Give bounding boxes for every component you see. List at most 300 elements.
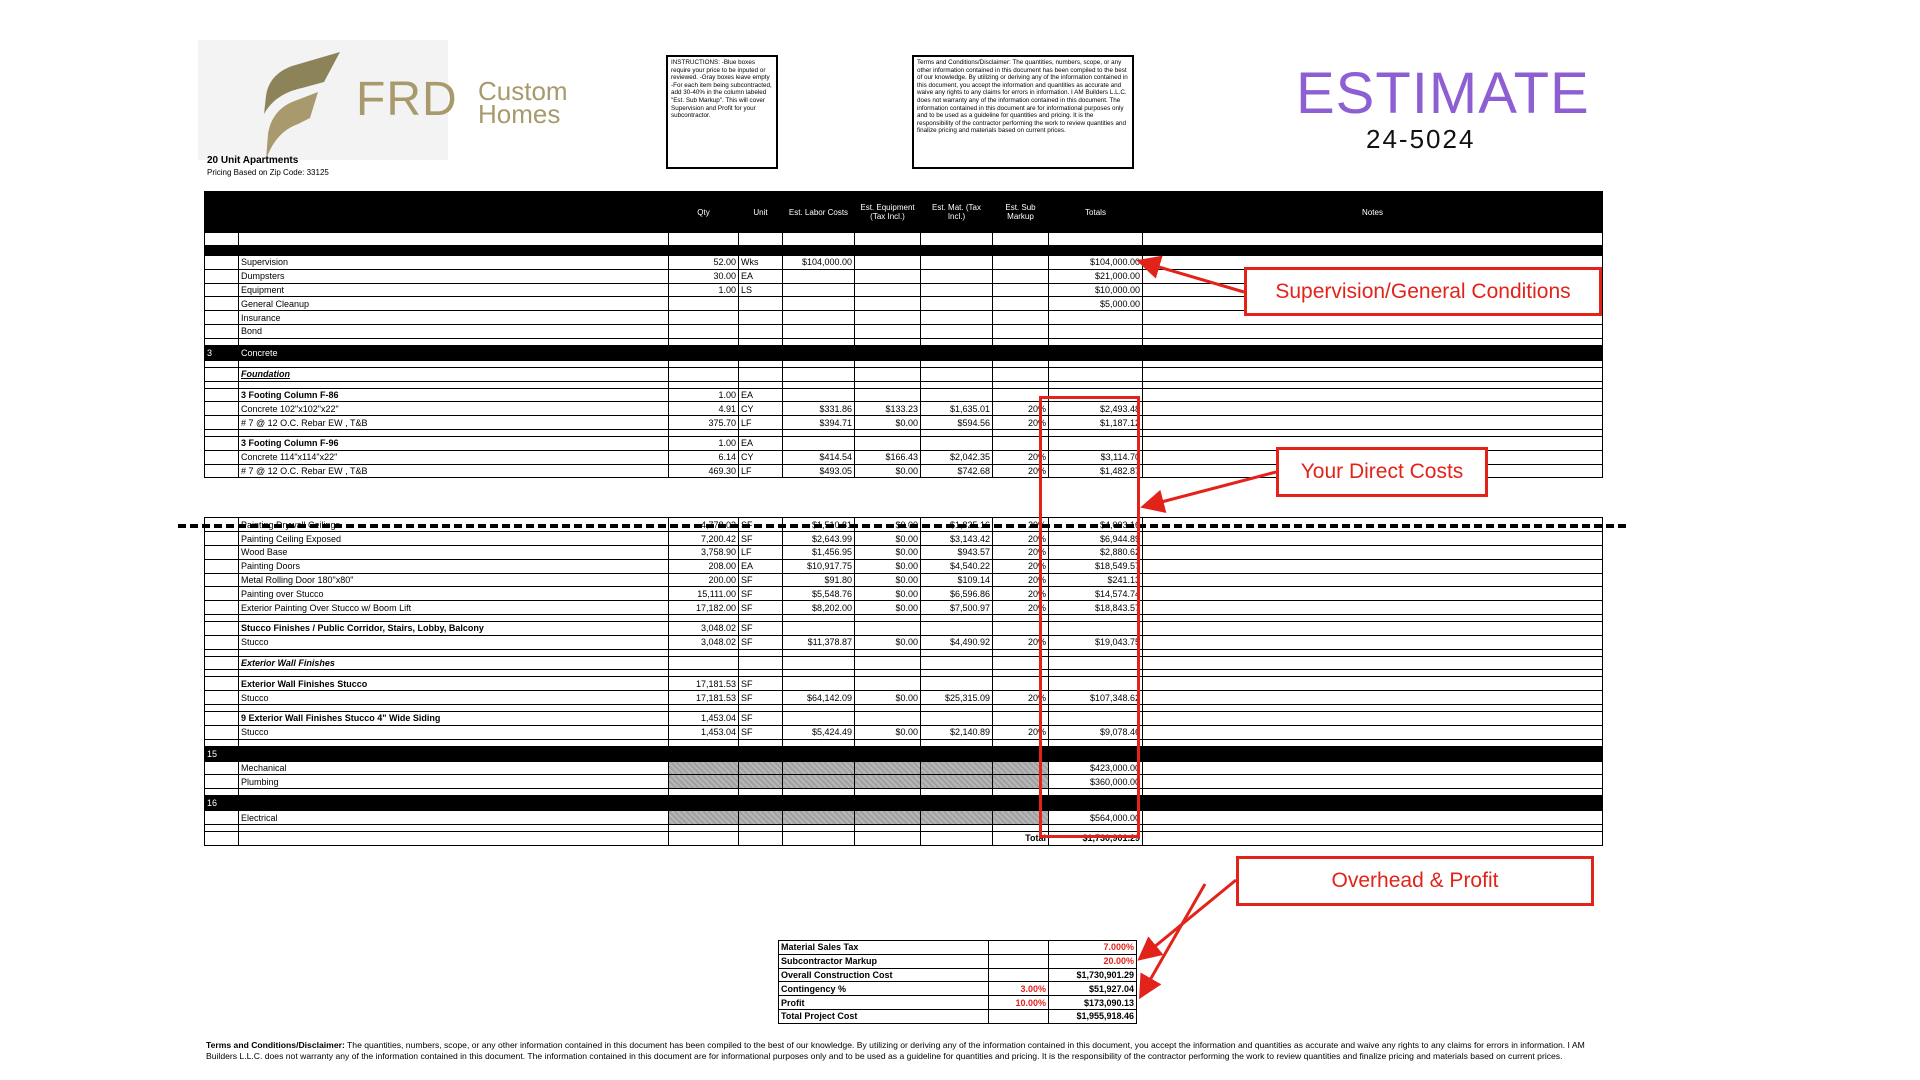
- row-notes: [1143, 635, 1603, 649]
- row-index-cell: [205, 545, 239, 559]
- row-material: $1,635.01: [921, 402, 993, 416]
- row-labor: $10,917.75: [783, 559, 855, 573]
- row-material: $1,825.16: [921, 518, 993, 532]
- subsection-exterior: Exterior Wall Finishes: [205, 656, 1603, 670]
- row-total: $19,043.75: [1049, 635, 1143, 649]
- row-equipment: [855, 283, 921, 297]
- row-material: $4,540.22: [921, 559, 993, 573]
- row-unit: SF: [739, 518, 783, 532]
- row-index-cell: [205, 691, 239, 705]
- group-title: Exterior Wall Finishes Stucco: [239, 677, 669, 691]
- row-unit: SF: [739, 601, 783, 615]
- row-notes: [1143, 545, 1603, 559]
- row-description: Painting Ceiling Exposed: [239, 532, 669, 546]
- logo-custom-text: Custom: [478, 76, 568, 106]
- row-qty: 200.00: [669, 573, 739, 587]
- row-equipment: [855, 311, 921, 325]
- col-totals: Totals: [1049, 192, 1143, 233]
- row-description: # 7 @ 12 O.C. Rebar EW , T&B: [239, 416, 669, 430]
- group-unit: SF: [739, 621, 783, 635]
- row-notes: [1143, 573, 1603, 587]
- group-unit: EA: [739, 436, 783, 450]
- row-index-cell: [205, 256, 239, 270]
- row-unit: [739, 324, 783, 338]
- row-total: $5,000.00: [1049, 297, 1143, 311]
- row-qty: 1.00: [669, 283, 739, 297]
- group-qty: 17,181.53: [669, 677, 739, 691]
- row-total: $10,000.00: [1049, 283, 1143, 297]
- row-qty: 4.91: [669, 402, 739, 416]
- summary-row: [779, 996, 1137, 1010]
- row-total: $3,114.70: [1049, 450, 1143, 464]
- empty-cell: [1143, 621, 1603, 635]
- row-total: [1049, 311, 1143, 325]
- row-material: $943.57: [921, 545, 993, 559]
- row-unit: [739, 311, 783, 325]
- section-row-concrete: 3 Concrete: [205, 345, 1603, 360]
- row-unit: CY: [739, 402, 783, 416]
- row-index-cell: [205, 311, 239, 325]
- empty-cell: [1143, 388, 1603, 402]
- row-markup: [993, 297, 1049, 311]
- row-qty: 3,758.90: [669, 545, 739, 559]
- row-markup: 20%: [993, 464, 1049, 478]
- col-markup: Est. Sub Markup: [993, 192, 1049, 233]
- row-markup: [993, 269, 1049, 283]
- empty-cell: [783, 677, 855, 691]
- row-total: $18,549.57: [1049, 559, 1143, 573]
- row-qty: 208.00: [669, 559, 739, 573]
- row-material: $25,315.09: [921, 691, 993, 705]
- row-labor: $64,142.09: [783, 691, 855, 705]
- row-qty: 17,181.53: [669, 691, 739, 705]
- row-unit: SF: [739, 691, 783, 705]
- row-qty: 7,200.42: [669, 532, 739, 546]
- row-markup: [993, 324, 1049, 338]
- row-material: $742.68: [921, 464, 993, 478]
- row-index-cell: [205, 388, 239, 402]
- row-qty: 15,111.00: [669, 587, 739, 601]
- project-name: 20 Unit Apartments: [207, 155, 299, 166]
- estimate-number: 24-5024: [1366, 124, 1476, 154]
- row-markup: 20%: [993, 518, 1049, 532]
- row-description: Exterior Painting Over Stucco w/ Boom Lift: [239, 601, 669, 615]
- empty-cell: [855, 621, 921, 635]
- summary-value: $173,090.13: [1049, 996, 1137, 1010]
- row-labor: $394.71: [783, 416, 855, 430]
- row-unit: SF: [739, 635, 783, 649]
- row-index-cell: [205, 436, 239, 450]
- group-qty: 1,453.04: [669, 711, 739, 725]
- col-notes: Notes: [1143, 192, 1603, 233]
- row-notes: [1143, 532, 1603, 546]
- row-total: $18,843.57: [1049, 601, 1143, 615]
- row-markup: 20%: [993, 450, 1049, 464]
- row-index-cell: [205, 324, 239, 338]
- row-qty: 30.00: [669, 269, 739, 283]
- row-unit: SF: [739, 587, 783, 601]
- group-title: 9 Exterior Wall Finishes Stucco 4" Wide Siding: [239, 711, 669, 725]
- summary-row: [779, 954, 1137, 968]
- row-total: $241.13: [1049, 573, 1143, 587]
- row-unit: LS: [739, 283, 783, 297]
- row-index-cell: [205, 269, 239, 283]
- row-notes: [1143, 725, 1603, 739]
- row-labor: $1,510.81: [783, 518, 855, 532]
- row-equipment: $0.00: [855, 559, 921, 573]
- row-description: # 7 @ 12 O.C. Rebar EW , T&B: [239, 464, 669, 478]
- painting-row: [205, 545, 1603, 559]
- group-title-row: [205, 711, 1603, 725]
- row-description: Stucco: [239, 635, 669, 649]
- row-description: Bond: [239, 324, 669, 338]
- painting-row: [205, 601, 1603, 615]
- row-notes: [1143, 691, 1603, 705]
- empty-cell: [1143, 711, 1603, 725]
- row-index-cell: [205, 601, 239, 615]
- row-markup: 20%: [993, 532, 1049, 546]
- row-equipment: $133.23: [855, 402, 921, 416]
- row-index-cell: [205, 450, 239, 464]
- painting-row: [205, 573, 1603, 587]
- row-description: Metal Rolling Door 180"x80": [239, 573, 669, 587]
- col-equipment: Est. Equipment (Tax Incl.): [855, 192, 921, 233]
- row-material: [921, 297, 993, 311]
- row-labor: $91.80: [783, 573, 855, 587]
- row-index-cell: [205, 635, 239, 649]
- empty-cell: [855, 388, 921, 402]
- row-markup: 20%: [993, 559, 1049, 573]
- row-notes: [1143, 601, 1603, 615]
- empty-cell: [783, 388, 855, 402]
- row-material: $2,042.35: [921, 450, 993, 464]
- row-equipment: $0.00: [855, 587, 921, 601]
- row-labor: [783, 324, 855, 338]
- row-notes: [1143, 402, 1603, 416]
- terms-box: Terms and Conditions/Disclaimer: The quantities, numbers, scope, or any other information contained in this document has been compiled to the best of our knowledge. By utilizing or deriving any of the information contained in this document, you accept the information and quantities as accurate and waive any rights to any claims for errors in information. I AM Builders L.L.C. does not warranty any of the information contained in this document. The information contained in this document are for informational purposes only and to be used as a guideline for quantities and pricing. It is the responsibility of the contractor performing the work to review quantities and finalize pricing and materials based on current prices.: [912, 55, 1134, 169]
- summary-label: Contingency %: [779, 982, 989, 996]
- row-markup: [993, 283, 1049, 297]
- group-qty: 1.00: [669, 388, 739, 402]
- subsection-foundation: Foundation: [205, 367, 1603, 381]
- empty-cell: [921, 711, 993, 725]
- row-markup: 20%: [993, 691, 1049, 705]
- summary-label: Total Project Cost: [779, 1009, 989, 1023]
- row-index-cell: [205, 573, 239, 587]
- row-total: $2,880.62: [1049, 545, 1143, 559]
- row-markup: [993, 256, 1049, 270]
- callout-supervision: Supervision/General Conditions: [1244, 267, 1602, 316]
- row-material: $6,596.86: [921, 587, 993, 601]
- col-material: Est. Mat. (Tax Incl.): [921, 192, 993, 233]
- summary-percent: 10.00%: [989, 996, 1049, 1010]
- row-unit: SF: [739, 532, 783, 546]
- summary-label: Subcontractor Markup: [779, 954, 989, 968]
- row-equipment: $0.00: [855, 464, 921, 478]
- row-equipment: $0.00: [855, 601, 921, 615]
- col-qty: Qty: [669, 192, 739, 233]
- row-equipment: [855, 256, 921, 270]
- empty-cell: [921, 388, 993, 402]
- row-equipment: $166.43: [855, 450, 921, 464]
- row-labor: $104,000.00: [783, 256, 855, 270]
- row-markup: 20%: [993, 725, 1049, 739]
- row-index-cell: [205, 621, 239, 635]
- summary-value: 20.00%: [1049, 954, 1137, 968]
- group-title: 3 Footing Column F-96: [239, 436, 669, 450]
- summary-percent: [989, 941, 1049, 955]
- row-mechanical: Mechanical $423,000.00: [205, 761, 1603, 775]
- row-total: $107,348.62: [1049, 691, 1143, 705]
- row-description: Painting over Stucco: [239, 587, 669, 601]
- finish-line-row: [205, 725, 1603, 739]
- instructions-box: INSTRUCTIONS: -Blue boxes require your price to be inputed or reviewed. -Gray boxes leave empty -For each item being subcontracted, add 30-40% in the column labeled "Est. Sub Markup". This will cover Supervision and Profit for your subcontractor.: [666, 55, 778, 169]
- row-description: Stucco: [239, 725, 669, 739]
- row-material: [921, 269, 993, 283]
- row-labor: $2,643.99: [783, 532, 855, 546]
- row-labor: $1,456.95: [783, 545, 855, 559]
- empty-cell: [855, 436, 921, 450]
- summary-label: Overall Construction Cost: [779, 968, 989, 982]
- row-description: Equipment: [239, 283, 669, 297]
- row-index-cell: [205, 677, 239, 691]
- row-index-cell: [205, 416, 239, 430]
- summary-value: $1,730,901.29: [1049, 968, 1137, 982]
- row-index-cell: [205, 283, 239, 297]
- row-index-cell: [205, 297, 239, 311]
- row-markup: 20%: [993, 573, 1049, 587]
- row-qty: [669, 311, 739, 325]
- row-qty: 3,048.02: [669, 635, 739, 649]
- project-zip-line: Pricing Based on Zip Code: 33125: [207, 168, 329, 177]
- empty-cell: [783, 436, 855, 450]
- row-qty: 6.14: [669, 450, 739, 464]
- empty-cell: [921, 677, 993, 691]
- group-title: Stucco Finishes / Public Corridor, Stairs, Lobby, Balcony: [239, 621, 669, 635]
- summary-percent: [989, 968, 1049, 982]
- summary-value: $1,955,918.46: [1049, 1009, 1137, 1023]
- footing-line-row: [205, 402, 1603, 416]
- row-qty: 52.00: [669, 256, 739, 270]
- row-markup: [993, 311, 1049, 325]
- row-material: [921, 311, 993, 325]
- row-notes: [1143, 416, 1603, 430]
- summary-table: [778, 940, 1137, 1024]
- footer-disclaimer: Terms and Conditions/Disclaimer: The quantities, numbers, scope, or any other information contained in this document has been compiled to the best of our knowledge. By utilizing or deriving any of the information contained in this document, you accept the information and quantities as accurate and waive any rights to any claims for errors in information. I AM Builders L.L.C. does not warranty any of the information contained in this document. The information contained in this document are for informational purposes only and to be used as a guideline for quantities and pricing. It is the responsibility of the contractor performing the work to review quantities and finalize pricing and materials based on current prices.: [206, 1040, 1585, 1061]
- row-electrical: Electrical $564,000.00: [205, 811, 1603, 825]
- row-unit: CY: [739, 450, 783, 464]
- row-qty: 17,182.00: [669, 601, 739, 615]
- row-equipment: $0.00: [855, 416, 921, 430]
- row-notes: [1143, 559, 1603, 573]
- row-unit: EA: [739, 269, 783, 283]
- row-index-cell: [205, 587, 239, 601]
- row-description: Concrete 102"x102"x22": [239, 402, 669, 416]
- row-description: Painting Drywall Ceilings: [239, 518, 669, 532]
- row-labor: [783, 269, 855, 283]
- row-labor: [783, 297, 855, 311]
- row-index-cell: [205, 402, 239, 416]
- row-unit: Wks: [739, 256, 783, 270]
- group-qty: 1.00: [669, 436, 739, 450]
- row-total: $2,493.48: [1049, 402, 1143, 416]
- group-unit: SF: [739, 677, 783, 691]
- group-unit: EA: [739, 388, 783, 402]
- row-markup: 20%: [993, 601, 1049, 615]
- row-total: $1,187.12: [1049, 416, 1143, 430]
- row-qty: 1,453.04: [669, 725, 739, 739]
- empty-cell: [855, 677, 921, 691]
- row-material: $2,140.89: [921, 725, 993, 739]
- row-qty: [669, 324, 739, 338]
- row-unit: SF: [739, 573, 783, 587]
- callout-overhead-profit: Overhead & Profit: [1236, 856, 1594, 906]
- row-index-cell: [205, 532, 239, 546]
- row-material: $4,490.92: [921, 635, 993, 649]
- group-unit: SF: [739, 711, 783, 725]
- finish-line-row: [205, 691, 1603, 705]
- row-notes: [1143, 324, 1603, 338]
- row-description: Painting Doors: [239, 559, 669, 573]
- row-total: $21,000.00: [1049, 269, 1143, 283]
- arrow-overhead-to-profit: [1142, 884, 1205, 994]
- col-labor: Est. Labor Costs: [783, 192, 855, 233]
- row-equipment: $0.00: [855, 691, 921, 705]
- summary-value: 7.000%: [1049, 941, 1137, 955]
- summary-value: $51,927.04: [1049, 982, 1137, 996]
- summary-percent: 3.00%: [989, 982, 1049, 996]
- row-unit: SF: [739, 725, 783, 739]
- row-equipment: $0.00: [855, 573, 921, 587]
- section-row-16: 16: [205, 796, 1603, 811]
- row-description: General Cleanup: [239, 297, 669, 311]
- row-qty: 469.30: [669, 464, 739, 478]
- row-total: $9,078.46: [1049, 725, 1143, 739]
- section-row-15: 15: [205, 746, 1603, 761]
- summary-row: [779, 1009, 1137, 1023]
- row-notes: [1143, 587, 1603, 601]
- row-labor: $8,202.00: [783, 601, 855, 615]
- row-markup: 20%: [993, 416, 1049, 430]
- summary-label: Profit: [779, 996, 989, 1010]
- header-row: [205, 192, 1603, 233]
- painting-row: [205, 532, 1603, 546]
- summary-row: [779, 968, 1137, 982]
- row-labor: $414.54: [783, 450, 855, 464]
- row-description: Supervision: [239, 256, 669, 270]
- empty-cell: [921, 436, 993, 450]
- row-index-cell: [205, 559, 239, 573]
- row-qty: 375.70: [669, 416, 739, 430]
- row-markup: 20%: [993, 587, 1049, 601]
- row-equipment: $0.00: [855, 725, 921, 739]
- summary-row: [779, 941, 1137, 955]
- finish-line-row: [205, 635, 1603, 649]
- row-markup: 20%: [993, 635, 1049, 649]
- section-break-dashed-line: [178, 524, 1626, 528]
- summary-percent: [989, 1009, 1049, 1023]
- row-description: Stucco: [239, 691, 669, 705]
- row-index-cell: [205, 464, 239, 478]
- row-total: $104,000.00: [1049, 256, 1143, 270]
- row-plumbing: Plumbing $360,000.00: [205, 775, 1603, 789]
- row-description: Dumpsters: [239, 269, 669, 283]
- group-qty: 3,048.02: [669, 621, 739, 635]
- painting-row: [205, 559, 1603, 573]
- row-equipment: $0.00: [855, 545, 921, 559]
- frd-logo-mark: [262, 52, 342, 160]
- row-description: Concrete 114"x114"x22": [239, 450, 669, 464]
- row-equipment: $0.00: [855, 518, 921, 532]
- group-title-row: [205, 621, 1603, 635]
- summary-label: Material Sales Tax: [779, 941, 989, 955]
- logo-homes-text: Homes: [478, 99, 561, 129]
- row-labor: $5,424.49: [783, 725, 855, 739]
- row-total: $4,003.16: [1049, 518, 1143, 532]
- empty-cell: [921, 621, 993, 635]
- row-equipment: [855, 297, 921, 311]
- callout-direct-costs: Your Direct Costs: [1276, 447, 1488, 497]
- empty-cell: [783, 711, 855, 725]
- group-title-row: [205, 388, 1603, 402]
- painting-row: [205, 587, 1603, 601]
- group-title-row: [205, 677, 1603, 691]
- row-material: [921, 256, 993, 270]
- row-total: $1,482.87: [1049, 464, 1143, 478]
- row-index-cell: [205, 711, 239, 725]
- row-material: [921, 283, 993, 297]
- row-total: $6,944.89: [1049, 532, 1143, 546]
- row-labor: $5,548.76: [783, 587, 855, 601]
- direct-costs-highlight: [1039, 396, 1140, 838]
- row-equipment: $0.00: [855, 532, 921, 546]
- row-total: $14,574.74: [1049, 587, 1143, 601]
- row-labor: $493.05: [783, 464, 855, 478]
- row-unit: LF: [739, 416, 783, 430]
- col-unit: Unit: [739, 192, 783, 233]
- row-qty: 4,778.02: [669, 518, 739, 532]
- row-material: $7,500.97: [921, 601, 993, 615]
- summary-percent: [989, 954, 1049, 968]
- row-labor: $11,378.87: [783, 635, 855, 649]
- row-description: Insurance: [239, 311, 669, 325]
- row-material: $109.14: [921, 573, 993, 587]
- row-equipment: $0.00: [855, 635, 921, 649]
- row-description: Wood Base: [239, 545, 669, 559]
- footing-line-row: [205, 416, 1603, 430]
- row-qty: [669, 297, 739, 311]
- row-equipment: [855, 269, 921, 283]
- row-labor: [783, 311, 855, 325]
- row-unit: LF: [739, 464, 783, 478]
- row-equipment: [855, 324, 921, 338]
- general-condition-row: [205, 324, 1603, 338]
- empty-cell: [783, 621, 855, 635]
- arrow-overhead-to-total: [1142, 880, 1236, 957]
- row-index-cell: [205, 725, 239, 739]
- grand-total-row: Total $1,730,901.29: [205, 831, 1603, 845]
- row-markup: 20%: [993, 402, 1049, 416]
- row-labor: [783, 283, 855, 297]
- empty-cell: [855, 711, 921, 725]
- row-material: $594.56: [921, 416, 993, 430]
- row-material: $3,143.42: [921, 532, 993, 546]
- empty-cell: [1143, 677, 1603, 691]
- group-title: 3 Footing Column F-86: [239, 388, 669, 402]
- logo-brand-text: FRD: [356, 73, 458, 126]
- row-total: [1049, 324, 1143, 338]
- row-unit: [739, 297, 783, 311]
